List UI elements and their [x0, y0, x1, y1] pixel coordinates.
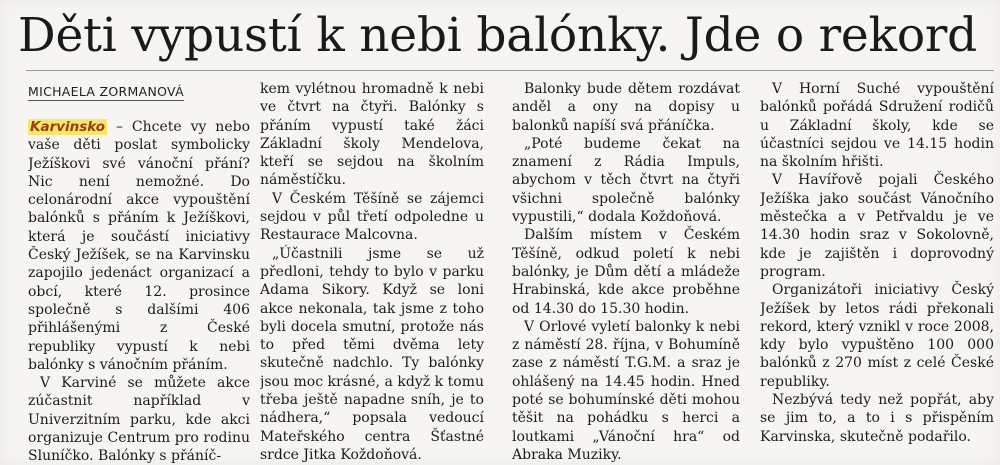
paragraph: kem vylétnou hromadně k nebi ve čtvrt na čtyři. Balónky s přáním vypustí také žáci Základní školy Mendelova, kteří se sejdou na školním náměstíčku. — [260, 81, 484, 189]
paragraph: Balonky bude dětem rozdávat anděl a ony na dopisy u balonků napíší svá přáníčka. — [512, 81, 740, 134]
paragraph: Nezbývá tedy než popřát, aby se jim to, a to i s přispěním Karvinska, skutečně podařilo. — [760, 392, 994, 445]
paragraph: Dalším místem v Českém Těšíně, odkud poletí k nebi balónky, je Dům dětí a mládeže Hrabinská, kde akce proběhne od 14.30 do 15.30 hodin. — [512, 227, 740, 317]
byline: MICHAELA ZORMANOVÁ — [28, 84, 184, 99]
paragraph: „Poté budeme čekat na znamení z Rádia Impuls, abychom v těch čtvrt na čtyři všichni společně balónky vypustili,“ dodala Koždoňová. — [512, 135, 740, 226]
paragraph: V Českém Těšíně se zájemci sejdou v půl třetí odpoledne u Restaurace Malcovna. — [260, 190, 484, 244]
lead-paragraph — [28, 118, 250, 374]
dateline-highlight: Karvinsko — [30, 119, 106, 135]
article-column-1 — [28, 118, 250, 465]
paragraph: „Účastnili jsme se už předloni, tehdy to bylo v parku Adama Sikory. Když se loni akce nekonala, tak jsme z toho byli docela smutní, protože nás to před těmi dvěma lety skutečně nadchlo. Ty balónky jsou moc krásné, a když k tomu třeba ještě napadne sníh, je to nádhera,“ popsala vedoucí Mateřského centra Šťastné srdce Jitka Koždoňová. — [260, 245, 484, 463]
headline: Děti vypustí k nebi balónky. Jde o rekord — [18, 8, 978, 63]
headline-rule — [26, 70, 994, 71]
paragraph: V Havířově pojali Českého Ježíška jako součást Vánočního městečka a v Petřvaldu je ve 14.30 hodin sraz v Sokolovně, kde je zajištěn i doprovodný program. — [760, 172, 994, 280]
paragraph: V Orlové vyletí balonky k nebi z náměstí 28. října, v Bohumíně zase z náměstí T.G.M. a sraz je ohlášený na 14.45 hodin. Hned poté se bohumínské děti mohou těšit na pohádku s herci a loutkami „Vánoční hra“ od Abraka Muziky. — [512, 318, 740, 463]
paragraph: V Horní Suché vypouštění balónků pořádá Sdružení rodičů u Základní školy, kde se účastníci sejdou ve 14.15 hodin na školním hřišti. — [760, 81, 994, 171]
article-column-4 — [760, 80, 994, 465]
article-column-2 — [260, 80, 484, 465]
lead-text: – Chcete vy nebo vaše děti poslat symbolicky Ježíškovi své vánoční přání? Nic není nemožné. Do celonárodní akce vypouštění balónků s přáním k Ježíškovi, která je součástí iniciativy Český Ježíšek, se na Karvinsku zapojilo jedenáct organizací a obcí, které 12. prosince společně s dalšími 406 přihlášenými z České republiky vypustí k nebi balónky s vánočním přáním. — [28, 119, 250, 373]
paragraph: V Karviné se můžete akce zúčastnit například v Univerzitním parku, kde akci organizuje Centrum pro rodinu Sluníčko. Balónky s přáníč- — [28, 375, 250, 465]
paragraph: Organizátoři iniciativy Český Ježíšek by letos rádi překonali rekord, který vznikl v roce 2008, kdy bylo vypuštěno 100 000 balónků z 270 míst z celé České republiky. — [760, 282, 994, 390]
article-column-3 — [512, 80, 740, 465]
